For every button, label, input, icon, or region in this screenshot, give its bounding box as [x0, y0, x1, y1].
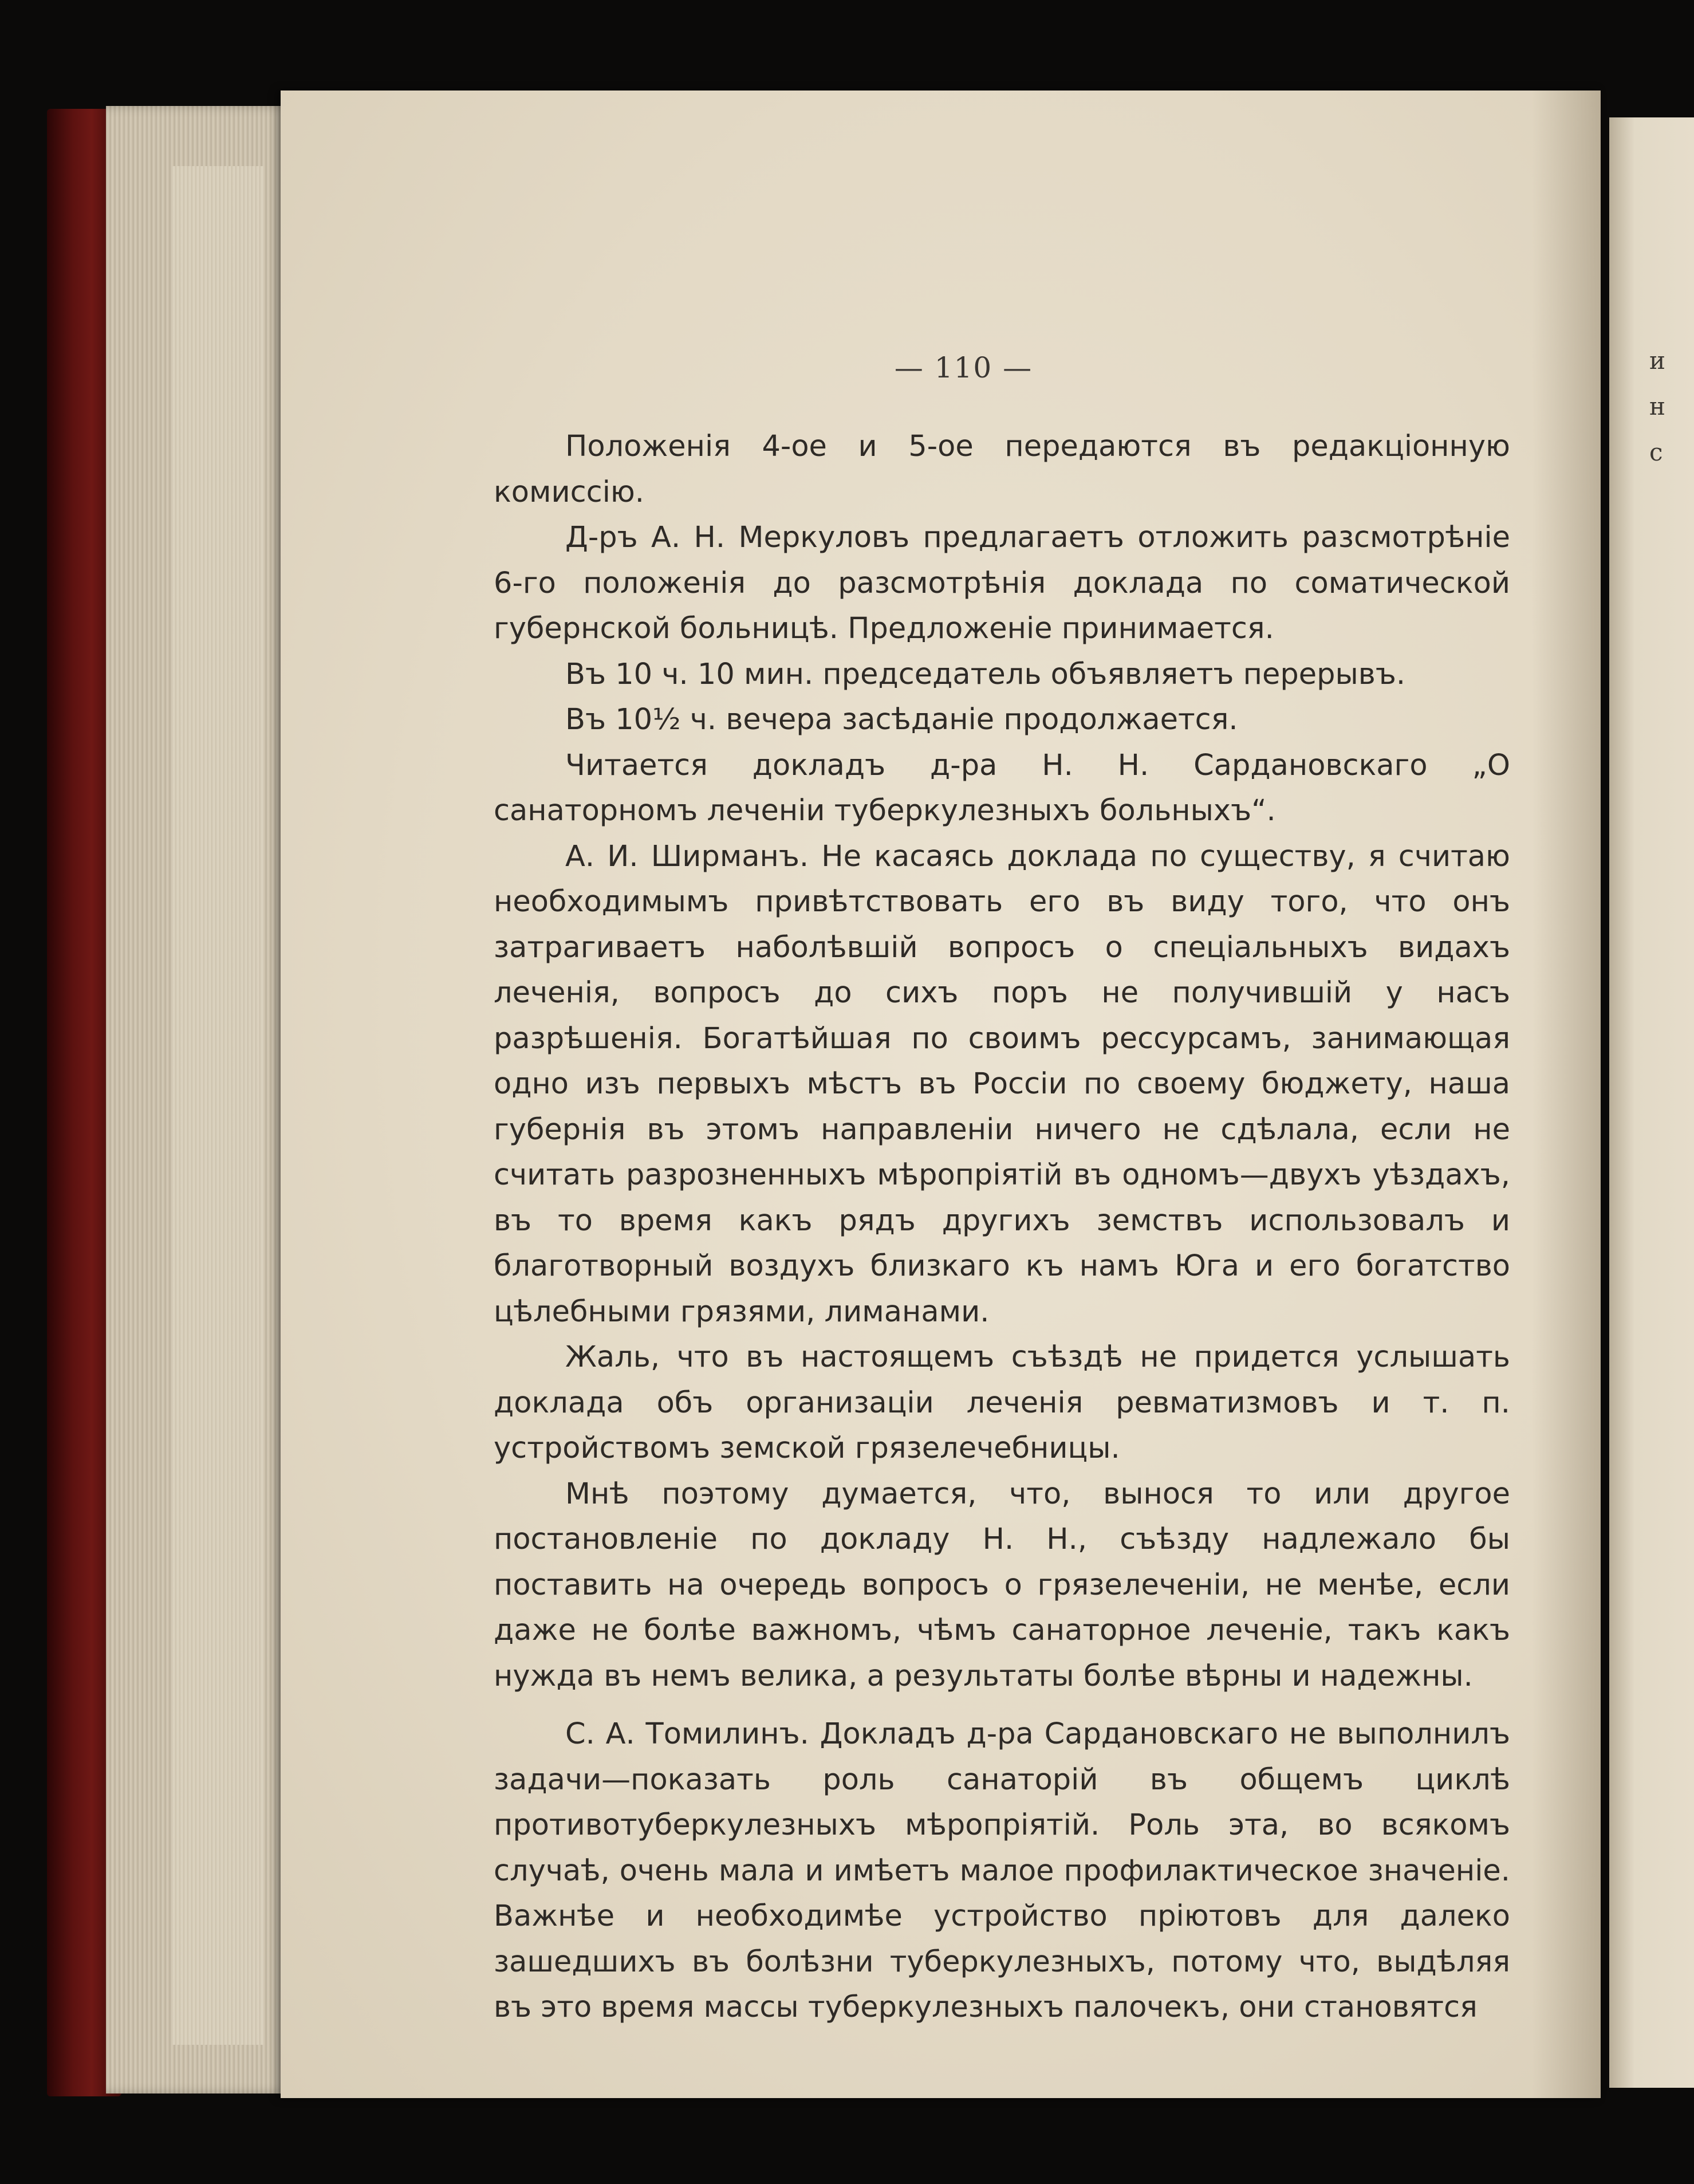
paragraph: Въ 10 ч. 10 мин. председатель объявляетъ перерывъ. [565, 657, 1406, 691]
right-page-fragment: н [1649, 392, 1665, 420]
page-number: — 110 — [894, 351, 1033, 384]
paragraph: Мнѣ поэтому думается, что, вынося то или другое постановленіе по докладу Н. Н., съѣзду надлежало бы поставить на очередь вопросъ о грязелеченіи, не менѣе, если даже не болѣе важномъ, чѣмъ санаторное леченіе, такъ какъ нужда въ немъ велика, а результаты болѣе вѣрны и надежны. [494, 1477, 1510, 1693]
right-page-fragment: с [1649, 438, 1663, 466]
page-stack-inner [172, 166, 263, 2045]
paragraph: Читается докладъ д-ра Н. Н. Сардановскаго „О санаторномъ леченіи туберкулезныхъ больныхъ“. [494, 748, 1510, 828]
paragraph: А. И. Ширманъ. Не касаясь доклада по существу, я считаю необходимымъ привѣтствовать его въ виду того, что онъ затрагиваетъ наболѣвшій вопросъ о спеціальныхъ видахъ леченія, вопросъ до сихъ поръ не получившій у насъ разрѣшенія. Богатѣйшая по своимъ рессурсамъ, занимающая одно изъ первыхъ мѣстъ въ Россіи по своему бюджету, наша губернія въ этомъ направленіи ничего не сдѣлала, если не считать разрозненныхъ мѣропріятій въ одномъ—двухъ уѣздахъ, въ то время какъ рядъ другихъ земствъ использовалъ и благотворный воздухъ близкаго къ намъ Юга и его богатство цѣлебными грязями, лиманами. [494, 839, 1510, 1329]
paragraph: Положенія 4-ое и 5-ое передаются въ редакціонную комиссію. [494, 430, 1510, 509]
book-page [281, 90, 1601, 2098]
paragraph: Д-ръ А. Н. Меркуловъ предлагаетъ отложить разсмотрѣніе 6-го положенія до разсмотрѣнія доклада по соматической губернской больницѣ. Предложеніе принимается. [494, 521, 1510, 646]
spine-shadow [1532, 90, 1601, 2098]
paragraph: Жаль, что въ настоящемъ съѣздѣ не придется услышать доклада объ организаціи леченія ревматизмовъ и т. п. устройствомъ земской грязелечебницы. [494, 1340, 1510, 1465]
paragraph: Въ 10½ ч. вечера засѣданіе продолжается. [565, 703, 1238, 737]
paragraph: С. А. Томилинъ. Докладъ д-ра Сардановскаго не выполнилъ задачи—показать роль санаторій въ общемъ циклѣ противотуберкулезныхъ мѣропріятій. Роль эта, во всякомъ случаѣ, очень мала и имѣетъ малое профилактическое значеніе. Важнѣе и необходимѣе устройство пріютовъ для далеко зашедшихъ въ болѣзни туберкулезныхъ, потому что, выдѣляя въ это время массы туберкулезныхъ палочекъ, они становятся [494, 1717, 1510, 2024]
page-body [494, 424, 1510, 2030]
right-page-text [1649, 338, 1665, 475]
right-page-fragment: и [1649, 347, 1665, 375]
